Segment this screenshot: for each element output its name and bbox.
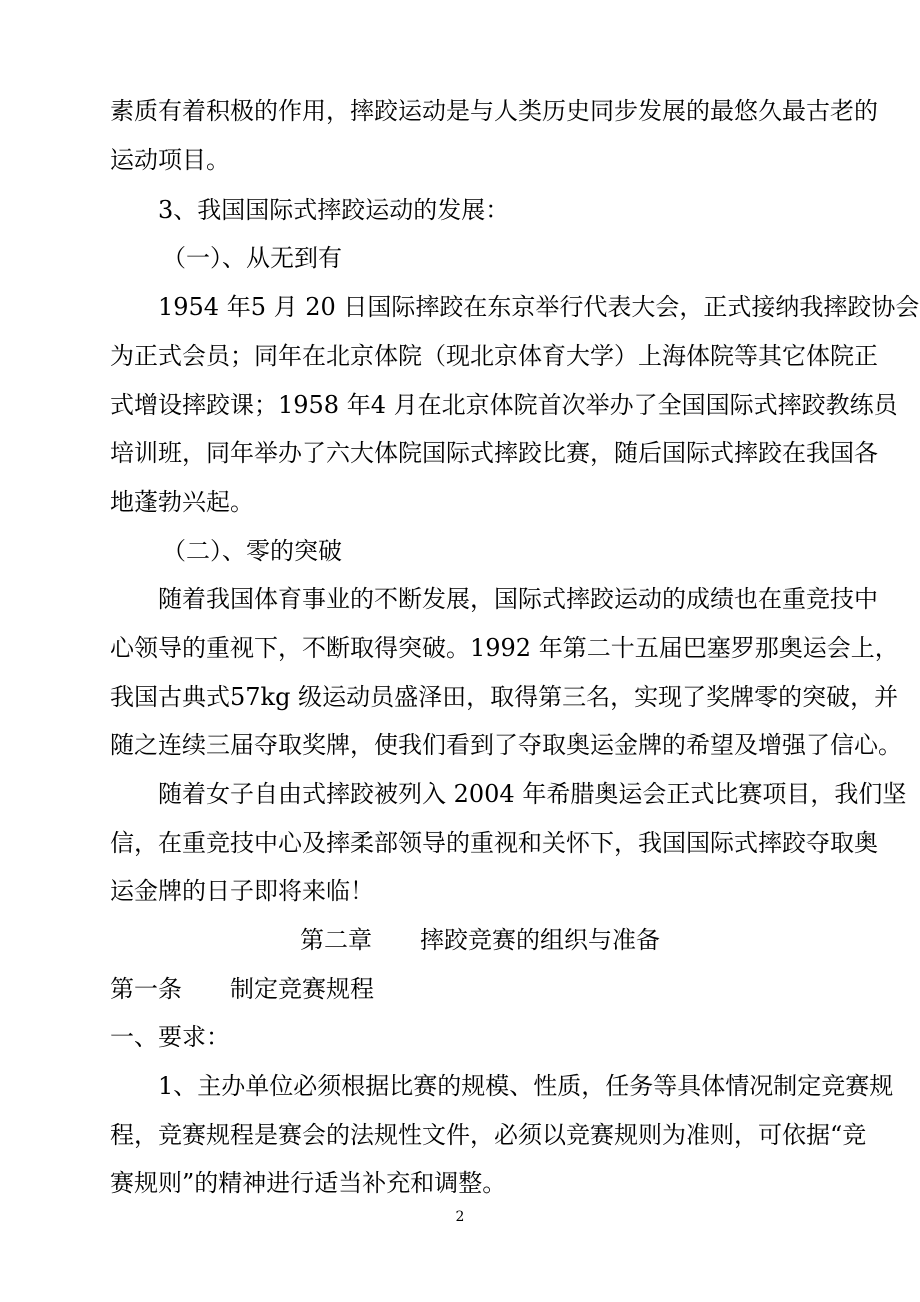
paragraph-line: 为正式会员；同年在北京体院（现北京体育大学）上海体院等其它体院正 (110, 342, 878, 370)
paragraph-line: 运动项目。 (110, 146, 230, 174)
paragraph-line: 心领导的重视下，不断取得突破。1992 年第二十五届巴塞罗那奥运会上， (110, 634, 899, 662)
paragraph-line: 随之连续三届夺取奖牌，使我们看到了夺取奥运金牌的希望及增强了信心。 (110, 731, 902, 759)
paragraph-line: 式增设摔跤课；1958 年4 月在北京体院首次举办了全国国际式摔跤教练员 (110, 391, 898, 419)
paragraph-line: 随着女子自由式摔跤被列入 2004 年希腊奥运会正式比赛项目，我们坚 (158, 780, 907, 808)
article-title: 制定竞赛规程 (230, 975, 374, 1003)
paragraph-line: 程，竞赛规程是赛会的法规性文件，必须以竞赛规则为准则，可依据“竞 (110, 1121, 867, 1149)
paragraph-line: 我国古典式57kg 级运动员盛泽田，取得第三名，实现了奖牌零的突破，并 (110, 683, 899, 711)
page-number: 2 (455, 1209, 465, 1225)
chapter-heading (300, 924, 660, 956)
subsection-heading: （一）、从无到有 (162, 244, 342, 272)
requirements-heading: 一、要求： (110, 1023, 230, 1051)
article-heading (110, 973, 810, 1005)
chapter-title: 摔跤竞赛的组织与准备 (420, 926, 660, 954)
paragraph-line: 培训班，同年举办了六大体院国际式摔跤比赛，随后国际式摔跤在我国各 (110, 439, 878, 467)
paragraph-line: 1、主办单位必须根据比赛的规模、性质，任务等具体情况制定竞赛规 (158, 1072, 894, 1100)
paragraph-line: 信，在重竞技中心及摔柔部领导的重视和关怀下，我国国际式摔跤夺取奥 (110, 829, 878, 857)
article-number: 第一条 (110, 975, 182, 1003)
paragraph-line: 运金牌的日子即将来临！ (110, 877, 374, 905)
paragraph-line: 随着我国体育事业的不断发展，国际式摔跤运动的成绩也在重竞技中 (158, 585, 878, 613)
paragraph-line: 赛规则”的精神进行适当补充和调整。 (110, 1169, 507, 1197)
section-heading: 3、我国国际式摔跤运动的发展： (158, 196, 510, 224)
paragraph-line: 素质有着积极的作用，摔跤运动是与人类历史同步发展的最悠久最古老的 (110, 97, 878, 125)
chapter-number: 第二章 (300, 926, 372, 954)
subsection-heading: （二）、零的突破 (162, 537, 342, 565)
paragraph-line: 地蓬勃兴起。 (110, 488, 254, 516)
paragraph-line: 1954 年5 月 20 日国际摔跤在东京举行代表大会，正式接纳我摔跤协会 (158, 293, 920, 321)
